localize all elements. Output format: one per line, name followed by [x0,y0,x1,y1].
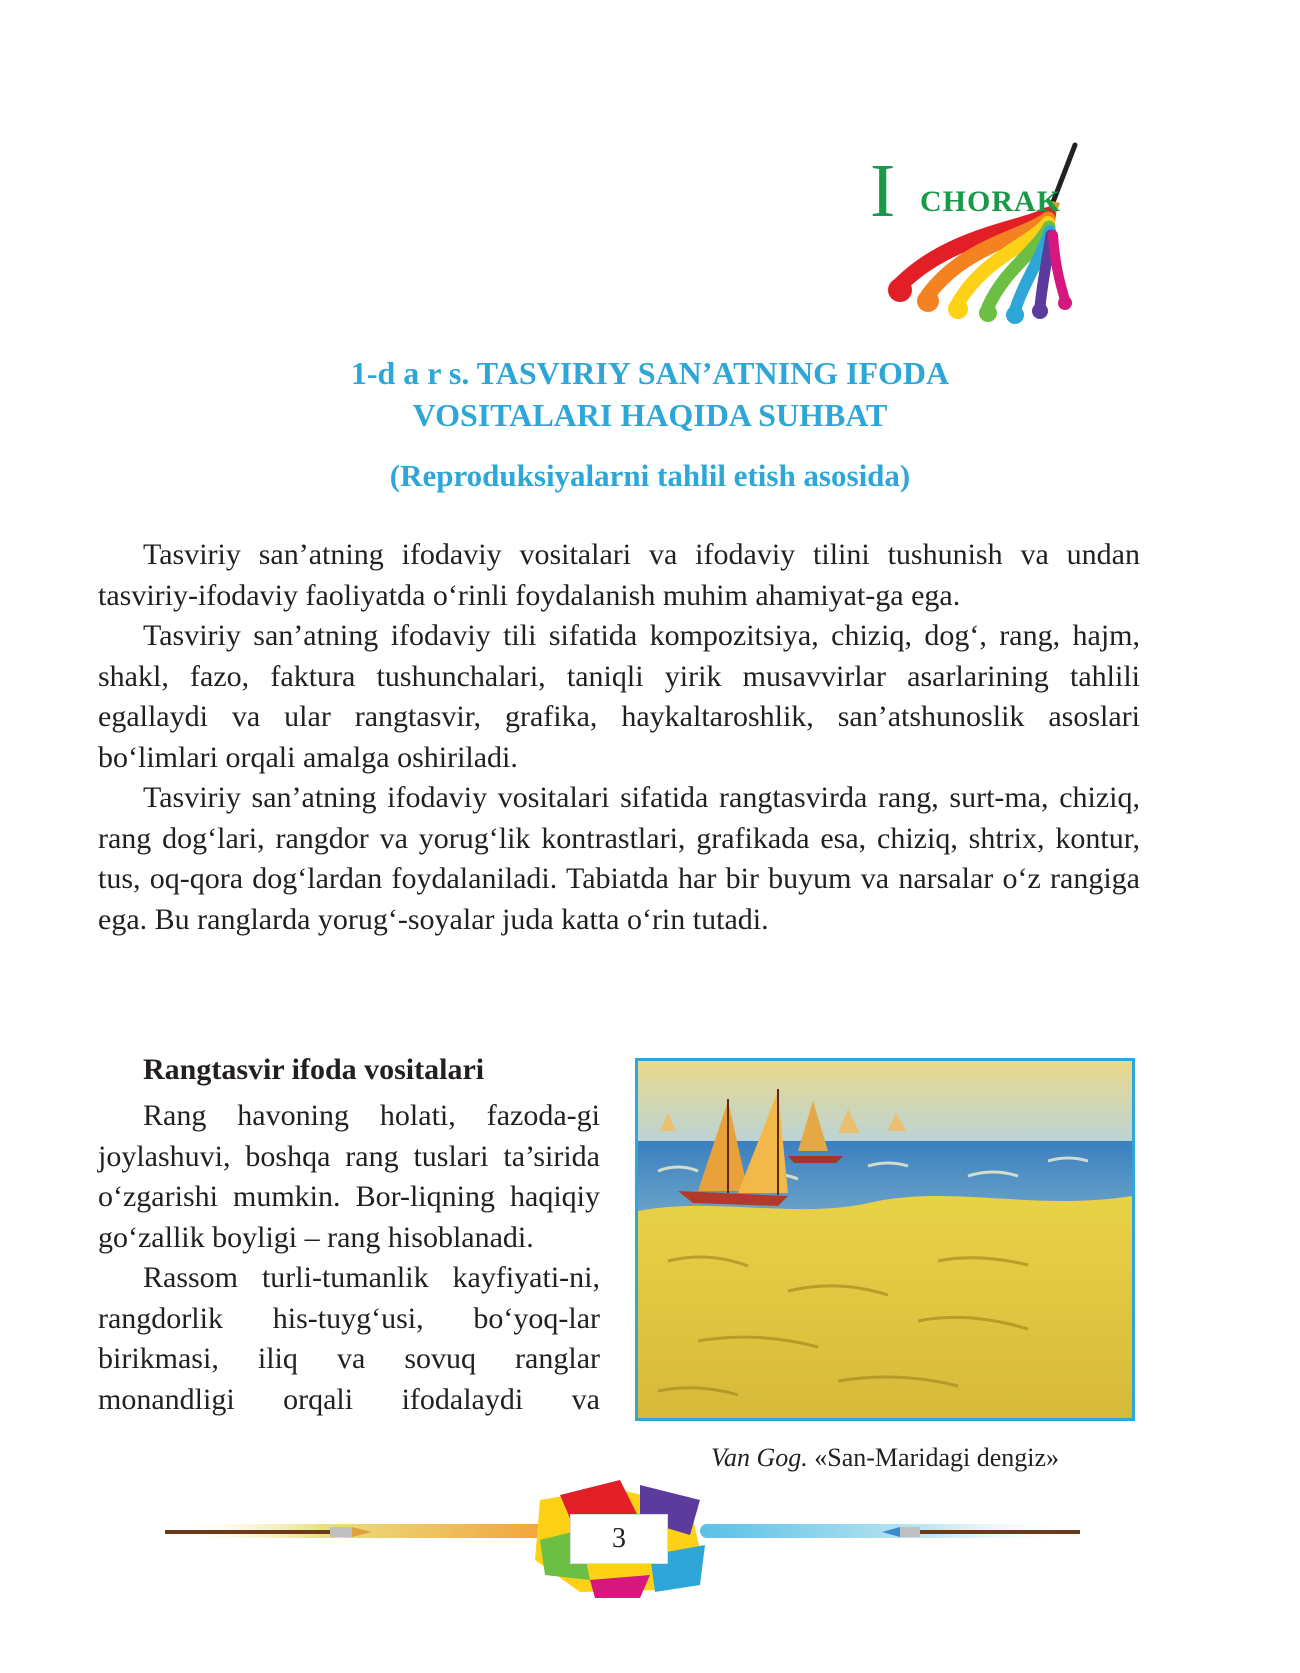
paragraph: Rang havoning holati, fazoda-gi joylashuvi, boshqa rang tuslari ta’sirida o‘zgarishi mumkin. Bor-liqning haqiqiy go‘zallik boyligi – rang hisoblanadi. [98,1099,600,1254]
rainbow-brush-icon [860,135,1150,345]
paragraph: Tasviriy san’atning ifodaviy vositalari va ifodaviy tilini tushunish va undan tasviriy-ifodaviy faoliyatda o‘rinli foydalanish muhim ahamiyat-ga ega. [98,538,1140,612]
caption-title: «San-Maridagi dengiz» [814,1443,1060,1472]
painting-caption [635,1443,1135,1473]
lesson-subtitle: (Reproduksiyalarni tahlil etish asosida) [389,458,911,493]
lesson-title-line2: VOSITALARI HAQIDA SUHBAT [412,397,888,433]
section-heading: Rangtasvir ifoda vositalari [143,1053,485,1086]
quarter-label: CHORAK [920,185,1061,218]
quarter-roman: I [870,149,896,233]
painting-image [635,1058,1135,1421]
paragraph: Rassom turli-tumanlik kayfiyati-ni, rangdorlik his-tuyg‘usi, bo‘yoq-lar birikmasi, iliq va sovuq ranglar monandligi orqali ifodalaydi va [98,1261,600,1416]
page-number: 3 [570,1514,668,1564]
lesson-title-line1: 1-d a r s. TASVIRIY SAN’ATNING IFODA [350,355,950,391]
main-text [98,535,1140,940]
seascape-painting-icon [638,1061,1132,1418]
caption-author: Van Gog. [710,1443,808,1472]
paragraph: Tasviriy san’atning ifodaviy vositalari sifatida rangtasvirda rang, surt-ma, chiziq, rang dog‘lari, rangdor va yorug‘lik kontrastlari, grafikada esa, chiziq, shtrix, kontur, tus, oq-qora dog‘lardan foydalaniladi. Tabiatda har bir buyum va narsalar o‘z rangiga ega. Bu ranglarda yorug‘-soyalar juda katta o‘rin tutadi. [98,781,1140,936]
quarter-badge [860,135,1150,345]
paragraph: Tasviriy san’atning ifodaviy tili sifatida kompozitsiya, chiziq, dog‘, rang, hajm, shakl, fazo, faktura tushunchalari, taniqli yirik musavvirlar asarlarining tahlili egallaydi va ular rangtasvir, grafika, haykaltaroshlik, san’atshunoslik asoslari bo‘limlari orqali amalga oshiriladi. [98,619,1140,774]
section-column [98,1050,600,1420]
